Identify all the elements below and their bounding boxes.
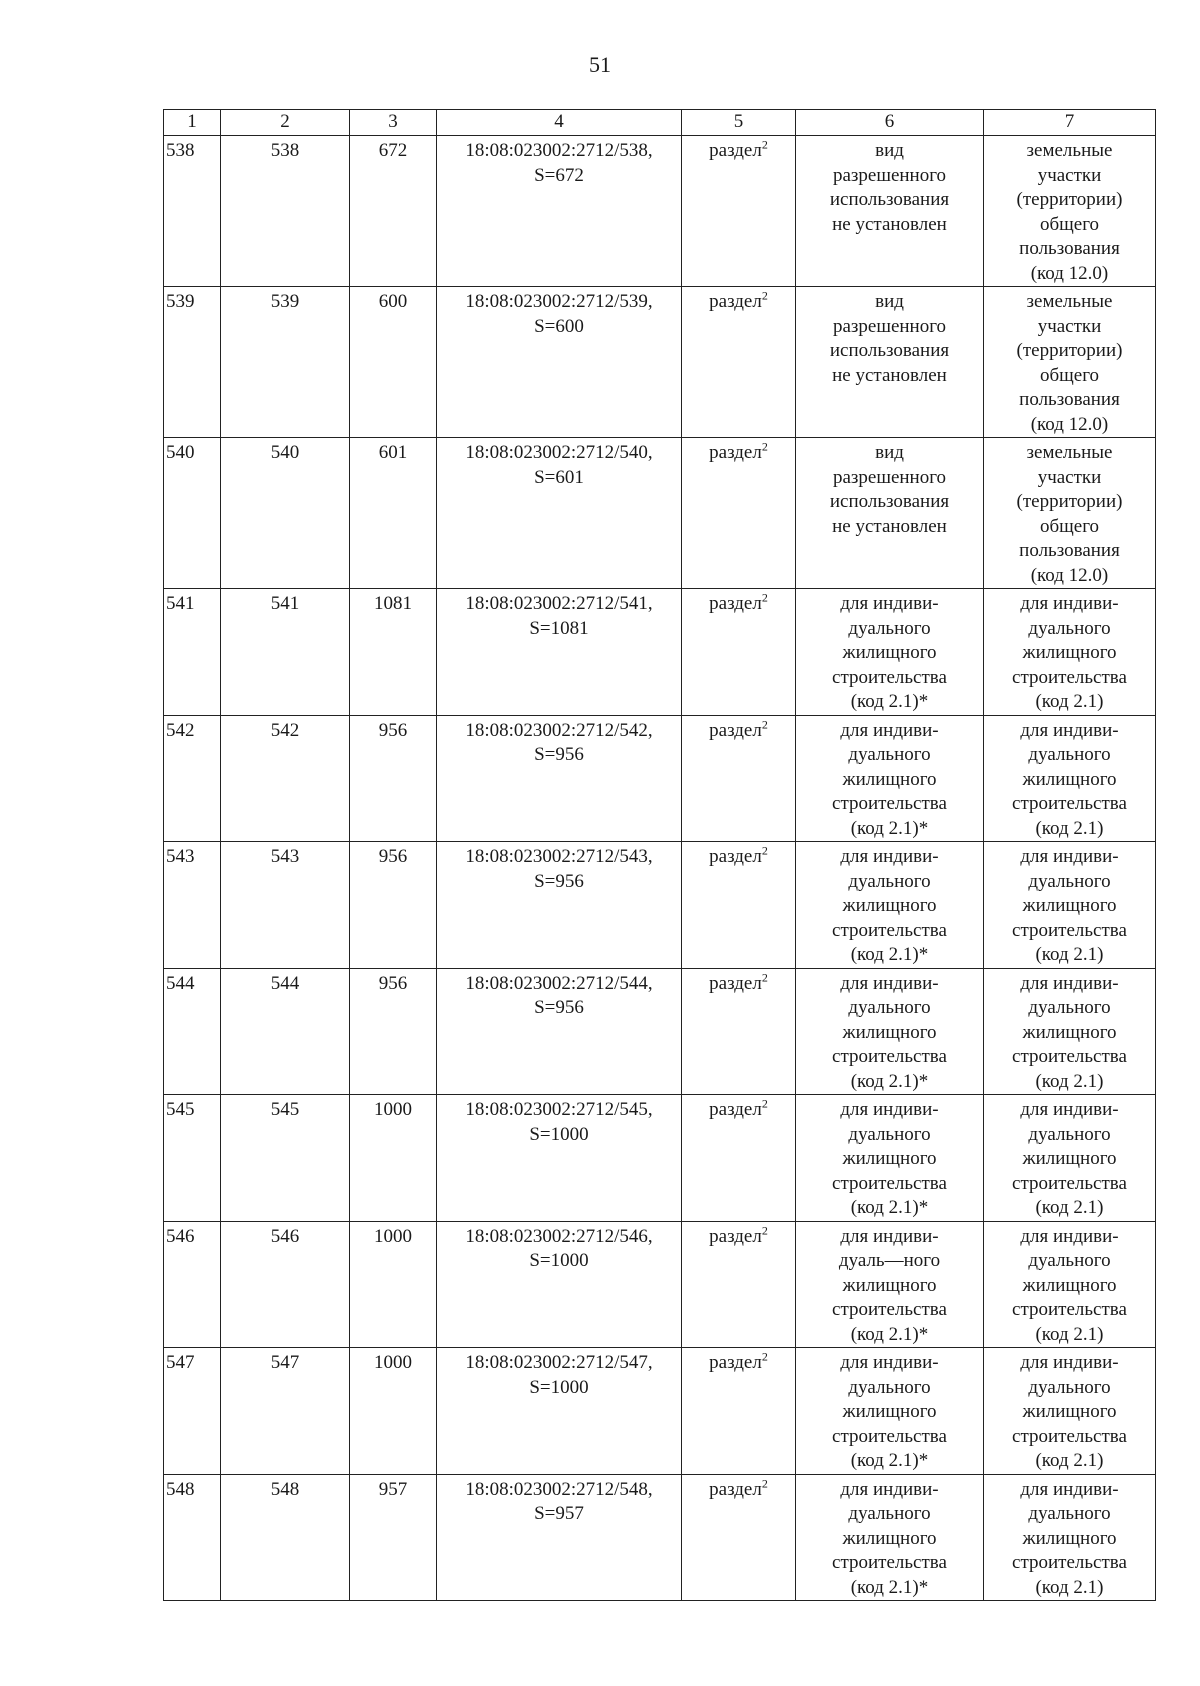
- current-use-line: вид: [875, 442, 904, 463]
- cadastral-area: S=1000: [529, 1123, 589, 1145]
- current-use-line: для индиви-: [840, 972, 939, 994]
- planned-use-line: (код 12.0): [1030, 262, 1109, 284]
- planned-use-line: строительства: [1012, 1425, 1127, 1447]
- table-row: [164, 715, 1156, 842]
- table-row: [164, 1221, 1156, 1348]
- current-use-line: строительства: [832, 1425, 947, 1447]
- planned-use-line: пользования: [1019, 238, 1120, 259]
- planned-use-line: (код 12.0): [1030, 413, 1109, 435]
- planned-use-line: (код 2.1): [1035, 1450, 1104, 1471]
- table-row: [164, 438, 1156, 589]
- planned-use-line: пользования: [1019, 540, 1120, 561]
- planned-use-line: для индиви-: [1020, 1478, 1119, 1500]
- section-label: раздел: [709, 846, 762, 867]
- row-number-cell: 547: [164, 1348, 221, 1475]
- cadastral-area: S=600: [534, 315, 584, 337]
- section-cell: [682, 715, 796, 842]
- current-use-line: строительства: [832, 1299, 947, 1320]
- current-use-line: разрешенного: [832, 466, 947, 488]
- current-use-line: жилищного: [842, 642, 937, 663]
- table-row: [164, 1474, 1156, 1601]
- section-superscript: 2: [761, 439, 768, 454]
- area-value-cell: 956: [350, 715, 437, 842]
- row-number-cell: 544: [164, 968, 221, 1095]
- cadastral-number: 18:08:023002:2712/540,: [465, 442, 653, 463]
- cadastral-area: S=957: [534, 1503, 584, 1524]
- planned-use-line: жилищного: [1022, 1148, 1117, 1169]
- cadastral-area: S=1000: [529, 1376, 589, 1398]
- current-use-line: для индиви-: [840, 593, 939, 614]
- section-label: раздел: [709, 1352, 762, 1373]
- planned-use-line: участки: [1037, 315, 1102, 337]
- current-use-line: жилищного: [842, 768, 937, 790]
- planned-use-cell: [984, 968, 1156, 1095]
- section-cell: [682, 1221, 796, 1348]
- plot-number-cell: 540: [221, 438, 350, 589]
- current-use-line: (код 2.1)*: [850, 1450, 929, 1471]
- table-row: [164, 287, 1156, 438]
- cadastral-number: 18:08:023002:2712/542,: [465, 719, 653, 741]
- section-superscript: 2: [761, 970, 768, 985]
- section-superscript: 2: [761, 843, 768, 858]
- row-number-cell: 539: [164, 287, 221, 438]
- area-value-cell: 1081: [350, 589, 437, 716]
- current-use-cell: [796, 715, 984, 842]
- plot-number-cell: 538: [221, 136, 350, 287]
- header-cell-7: 7: [984, 110, 1156, 136]
- section-cell: [682, 136, 796, 287]
- cadastral-number: 18:08:023002:2712/543,: [465, 846, 653, 867]
- section-label: раздел: [709, 442, 762, 463]
- cadastral-number: 18:08:023002:2712/541,: [465, 593, 653, 614]
- planned-use-cell: [984, 1474, 1156, 1601]
- current-use-line: для индиви-: [840, 1225, 939, 1247]
- cadastral-number: 18:08:023002:2712/548,: [465, 1478, 653, 1500]
- area-value-cell: 600: [350, 287, 437, 438]
- planned-use-line: жилищного: [1022, 1021, 1117, 1043]
- current-use-line: дуального: [848, 870, 931, 892]
- current-use-line: разрешенного: [832, 164, 947, 186]
- planned-use-line: дуального: [1028, 997, 1111, 1018]
- current-use-line: для индиви-: [840, 1352, 939, 1373]
- row-number-cell: 546: [164, 1221, 221, 1348]
- planned-use-line: участки: [1037, 466, 1102, 488]
- header-cell-4: 4: [437, 110, 682, 136]
- current-use-line: (код 2.1)*: [850, 944, 929, 965]
- current-use-line: дуаль—ного: [838, 1250, 941, 1271]
- area-value-cell: 601: [350, 438, 437, 589]
- current-use-cell: [796, 842, 984, 969]
- header-row: [164, 110, 1156, 136]
- section-cell: [682, 438, 796, 589]
- current-use-line: дуального: [848, 1123, 931, 1145]
- current-use-line: использования: [829, 189, 950, 210]
- current-use-line: (код 2.1)*: [850, 1323, 929, 1345]
- cadastral-area: S=956: [534, 870, 584, 892]
- planned-use-line: жилищного: [1022, 642, 1117, 663]
- plot-number-cell: 545: [221, 1095, 350, 1222]
- section-superscript: 2: [761, 137, 768, 152]
- area-value-cell: 957: [350, 1474, 437, 1601]
- section-cell: [682, 1348, 796, 1475]
- section-label: раздел: [709, 1225, 762, 1247]
- planned-use-line: (территории): [1016, 189, 1123, 210]
- plot-number-cell: 541: [221, 589, 350, 716]
- current-use-line: не установлен: [832, 515, 947, 537]
- cadastral-area: S=672: [534, 164, 584, 186]
- cadastral-cell: [437, 1221, 682, 1348]
- current-use-cell: [796, 136, 984, 287]
- current-use-line: для индиви-: [840, 1478, 939, 1500]
- cadastral-cell: [437, 287, 682, 438]
- current-use-line: строительства: [832, 919, 947, 941]
- planned-use-line: дуального: [1028, 617, 1111, 639]
- current-use-line: для индиви-: [840, 846, 939, 867]
- current-use-line: дуального: [848, 744, 931, 765]
- area-value-cell: 1000: [350, 1221, 437, 1348]
- cadastral-cell: [437, 842, 682, 969]
- cadastral-number: 18:08:023002:2712/538,: [465, 140, 653, 161]
- planned-use-cell: [984, 1348, 1156, 1475]
- current-use-line: дуального: [848, 997, 931, 1018]
- planned-use-line: общего: [1039, 364, 1100, 386]
- current-use-line: (код 2.1)*: [850, 1197, 929, 1218]
- area-value-cell: 672: [350, 136, 437, 287]
- planned-use-line: строительства: [1012, 1046, 1127, 1067]
- table-row: [164, 136, 1156, 287]
- current-use-line: для индиви-: [840, 719, 939, 741]
- planned-use-line: для индиви-: [1020, 1225, 1119, 1247]
- plot-number-cell: 543: [221, 842, 350, 969]
- planned-use-line: земельные: [1026, 442, 1113, 463]
- current-use-line: не установлен: [832, 364, 947, 386]
- table-row: [164, 1095, 1156, 1222]
- section-superscript: 2: [761, 1349, 768, 1364]
- section-label: раздел: [709, 1478, 762, 1500]
- area-value-cell: 956: [350, 842, 437, 969]
- current-use-line: жилищного: [842, 1401, 937, 1422]
- current-use-line: жилищного: [842, 895, 937, 916]
- plot-number-cell: 548: [221, 1474, 350, 1601]
- header-cell-1: 1: [164, 110, 221, 136]
- current-use-line: использования: [829, 491, 950, 512]
- cadastral-number: 18:08:023002:2712/546,: [465, 1225, 653, 1247]
- current-use-line: разрешенного: [832, 315, 947, 337]
- table-row: [164, 842, 1156, 969]
- current-use-cell: [796, 1474, 984, 1601]
- planned-use-line: (территории): [1016, 340, 1123, 361]
- cadastral-area: S=956: [534, 997, 584, 1018]
- planned-use-cell: [984, 438, 1156, 589]
- cadastral-number: 18:08:023002:2712/544,: [465, 972, 653, 994]
- current-use-cell: [796, 1095, 984, 1222]
- planned-use-line: (код 2.1): [1035, 1197, 1104, 1218]
- planned-use-line: пользования: [1019, 389, 1120, 410]
- current-use-cell: [796, 438, 984, 589]
- section-cell: [682, 589, 796, 716]
- planned-use-line: строительства: [1012, 919, 1127, 941]
- current-use-line: (код 2.1)*: [850, 817, 929, 839]
- row-number-cell: 548: [164, 1474, 221, 1601]
- current-use-line: (код 2.1)*: [850, 1070, 929, 1092]
- table-body: [164, 136, 1156, 1601]
- row-number-cell: 543: [164, 842, 221, 969]
- planned-use-line: строительства: [1012, 1299, 1127, 1320]
- planned-use-line: (код 2.1): [1035, 944, 1104, 965]
- current-use-line: (код 2.1)*: [850, 691, 929, 712]
- current-use-line: (код 2.1)*: [850, 1576, 929, 1598]
- planned-use-line: для индиви-: [1020, 593, 1119, 614]
- current-use-line: строительства: [832, 793, 947, 814]
- header-cell-3: 3: [350, 110, 437, 136]
- row-number-cell: 541: [164, 589, 221, 716]
- current-use-line: для индиви-: [840, 1099, 939, 1120]
- section-label: раздел: [709, 719, 762, 741]
- plot-number-cell: 547: [221, 1348, 350, 1475]
- current-use-line: дуального: [848, 1503, 931, 1524]
- planned-use-cell: [984, 1095, 1156, 1222]
- cadastral-cell: [437, 1348, 682, 1475]
- current-use-cell: [796, 287, 984, 438]
- cadastral-cell: [437, 715, 682, 842]
- planned-use-line: дуального: [1028, 1123, 1111, 1145]
- current-use-line: вид: [875, 291, 904, 312]
- cadastral-cell: [437, 1095, 682, 1222]
- planned-use-line: земельные: [1026, 291, 1113, 312]
- current-use-cell: [796, 968, 984, 1095]
- current-use-line: строительства: [832, 1046, 947, 1067]
- section-superscript: 2: [761, 288, 768, 303]
- land-plot-table: [163, 109, 1156, 1601]
- section-cell: [682, 1095, 796, 1222]
- section-superscript: 2: [761, 1476, 768, 1491]
- cadastral-number: 18:08:023002:2712/539,: [465, 291, 653, 312]
- cadastral-area: S=1000: [529, 1250, 589, 1271]
- plot-number-cell: 546: [221, 1221, 350, 1348]
- planned-use-cell: [984, 136, 1156, 287]
- plot-number-cell: 542: [221, 715, 350, 842]
- current-use-cell: [796, 1221, 984, 1348]
- planned-use-line: строительства: [1012, 1552, 1127, 1573]
- section-superscript: 2: [761, 717, 768, 732]
- header-cell-6: 6: [796, 110, 984, 136]
- cadastral-cell: [437, 1474, 682, 1601]
- table-row: [164, 589, 1156, 716]
- planned-use-line: для индиви-: [1020, 1352, 1119, 1373]
- current-use-cell: [796, 589, 984, 716]
- planned-use-line: жилищного: [1022, 895, 1117, 916]
- section-cell: [682, 1474, 796, 1601]
- area-value-cell: 1000: [350, 1348, 437, 1475]
- planned-use-line: жилищного: [1022, 768, 1117, 790]
- header-cell-2: 2: [221, 110, 350, 136]
- section-label: раздел: [709, 593, 762, 614]
- planned-use-line: для индиви-: [1020, 719, 1119, 741]
- section-cell: [682, 968, 796, 1095]
- current-use-line: жилищного: [842, 1274, 937, 1296]
- cadastral-cell: [437, 968, 682, 1095]
- current-use-line: не установлен: [832, 213, 947, 235]
- planned-use-cell: [984, 715, 1156, 842]
- planned-use-line: (код 2.1): [1035, 691, 1104, 712]
- row-number-cell: 545: [164, 1095, 221, 1222]
- table-row: [164, 1348, 1156, 1475]
- current-use-line: жилищного: [842, 1148, 937, 1169]
- current-use-line: дуального: [848, 1376, 931, 1398]
- planned-use-line: дуального: [1028, 744, 1111, 765]
- section-superscript: 2: [761, 1223, 768, 1238]
- planned-use-line: земельные: [1026, 140, 1113, 161]
- planned-use-line: дуального: [1028, 1250, 1111, 1271]
- section-label: раздел: [709, 140, 762, 161]
- row-number-cell: 538: [164, 136, 221, 287]
- section-superscript: 2: [761, 590, 768, 605]
- planned-use-line: (код 2.1): [1035, 1576, 1104, 1598]
- planned-use-line: строительства: [1012, 666, 1127, 688]
- section-label: раздел: [709, 972, 762, 994]
- section-cell: [682, 287, 796, 438]
- area-value-cell: 1000: [350, 1095, 437, 1222]
- planned-use-cell: [984, 287, 1156, 438]
- current-use-cell: [796, 1348, 984, 1475]
- page-number: 51: [589, 52, 611, 77]
- section-label: раздел: [709, 291, 762, 312]
- section-cell: [682, 842, 796, 969]
- section-superscript: 2: [761, 1096, 768, 1111]
- cadastral-number: 18:08:023002:2712/545,: [465, 1099, 653, 1120]
- cadastral-area: S=601: [534, 466, 584, 488]
- planned-use-cell: [984, 1221, 1156, 1348]
- cadastral-area: S=1081: [529, 617, 589, 639]
- current-use-line: жилищного: [842, 1527, 937, 1549]
- cadastral-number: 18:08:023002:2712/547,: [465, 1352, 653, 1373]
- planned-use-line: жилищного: [1022, 1274, 1117, 1296]
- cadastral-cell: [437, 438, 682, 589]
- table-row: [164, 968, 1156, 1095]
- header-cell-5: 5: [682, 110, 796, 136]
- planned-use-line: (код 12.0): [1030, 564, 1109, 586]
- cadastral-area: S=956: [534, 744, 584, 765]
- planned-use-line: дуального: [1028, 1503, 1111, 1524]
- planned-use-line: для индиви-: [1020, 846, 1119, 867]
- planned-use-cell: [984, 589, 1156, 716]
- planned-use-line: строительства: [1012, 793, 1127, 814]
- planned-use-line: (код 2.1): [1035, 817, 1104, 839]
- planned-use-cell: [984, 842, 1156, 969]
- planned-use-line: (код 2.1): [1035, 1323, 1104, 1345]
- plot-number-cell: 544: [221, 968, 350, 1095]
- section-label: раздел: [709, 1099, 762, 1120]
- plot-number-cell: 539: [221, 287, 350, 438]
- current-use-line: использования: [829, 340, 950, 361]
- planned-use-line: для индиви-: [1020, 1099, 1119, 1120]
- planned-use-line: (код 2.1): [1035, 1070, 1104, 1092]
- row-number-cell: 540: [164, 438, 221, 589]
- current-use-line: дуального: [848, 617, 931, 639]
- current-use-line: строительства: [832, 1552, 947, 1573]
- current-use-line: строительства: [832, 1172, 947, 1194]
- planned-use-line: дуального: [1028, 1376, 1111, 1398]
- current-use-line: строительства: [832, 666, 947, 688]
- planned-use-line: жилищного: [1022, 1527, 1117, 1549]
- planned-use-line: общего: [1039, 213, 1100, 235]
- planned-use-line: строительства: [1012, 1172, 1127, 1194]
- cadastral-cell: [437, 589, 682, 716]
- cadastral-cell: [437, 136, 682, 287]
- current-use-line: вид: [875, 140, 904, 161]
- planned-use-line: (территории): [1016, 491, 1123, 512]
- area-value-cell: 956: [350, 968, 437, 1095]
- planned-use-line: жилищного: [1022, 1401, 1117, 1422]
- planned-use-line: участки: [1037, 164, 1102, 186]
- planned-use-line: для индиви-: [1020, 972, 1119, 994]
- row-number-cell: 542: [164, 715, 221, 842]
- planned-use-line: общего: [1039, 515, 1100, 537]
- planned-use-line: дуального: [1028, 870, 1111, 892]
- current-use-line: жилищного: [842, 1021, 937, 1043]
